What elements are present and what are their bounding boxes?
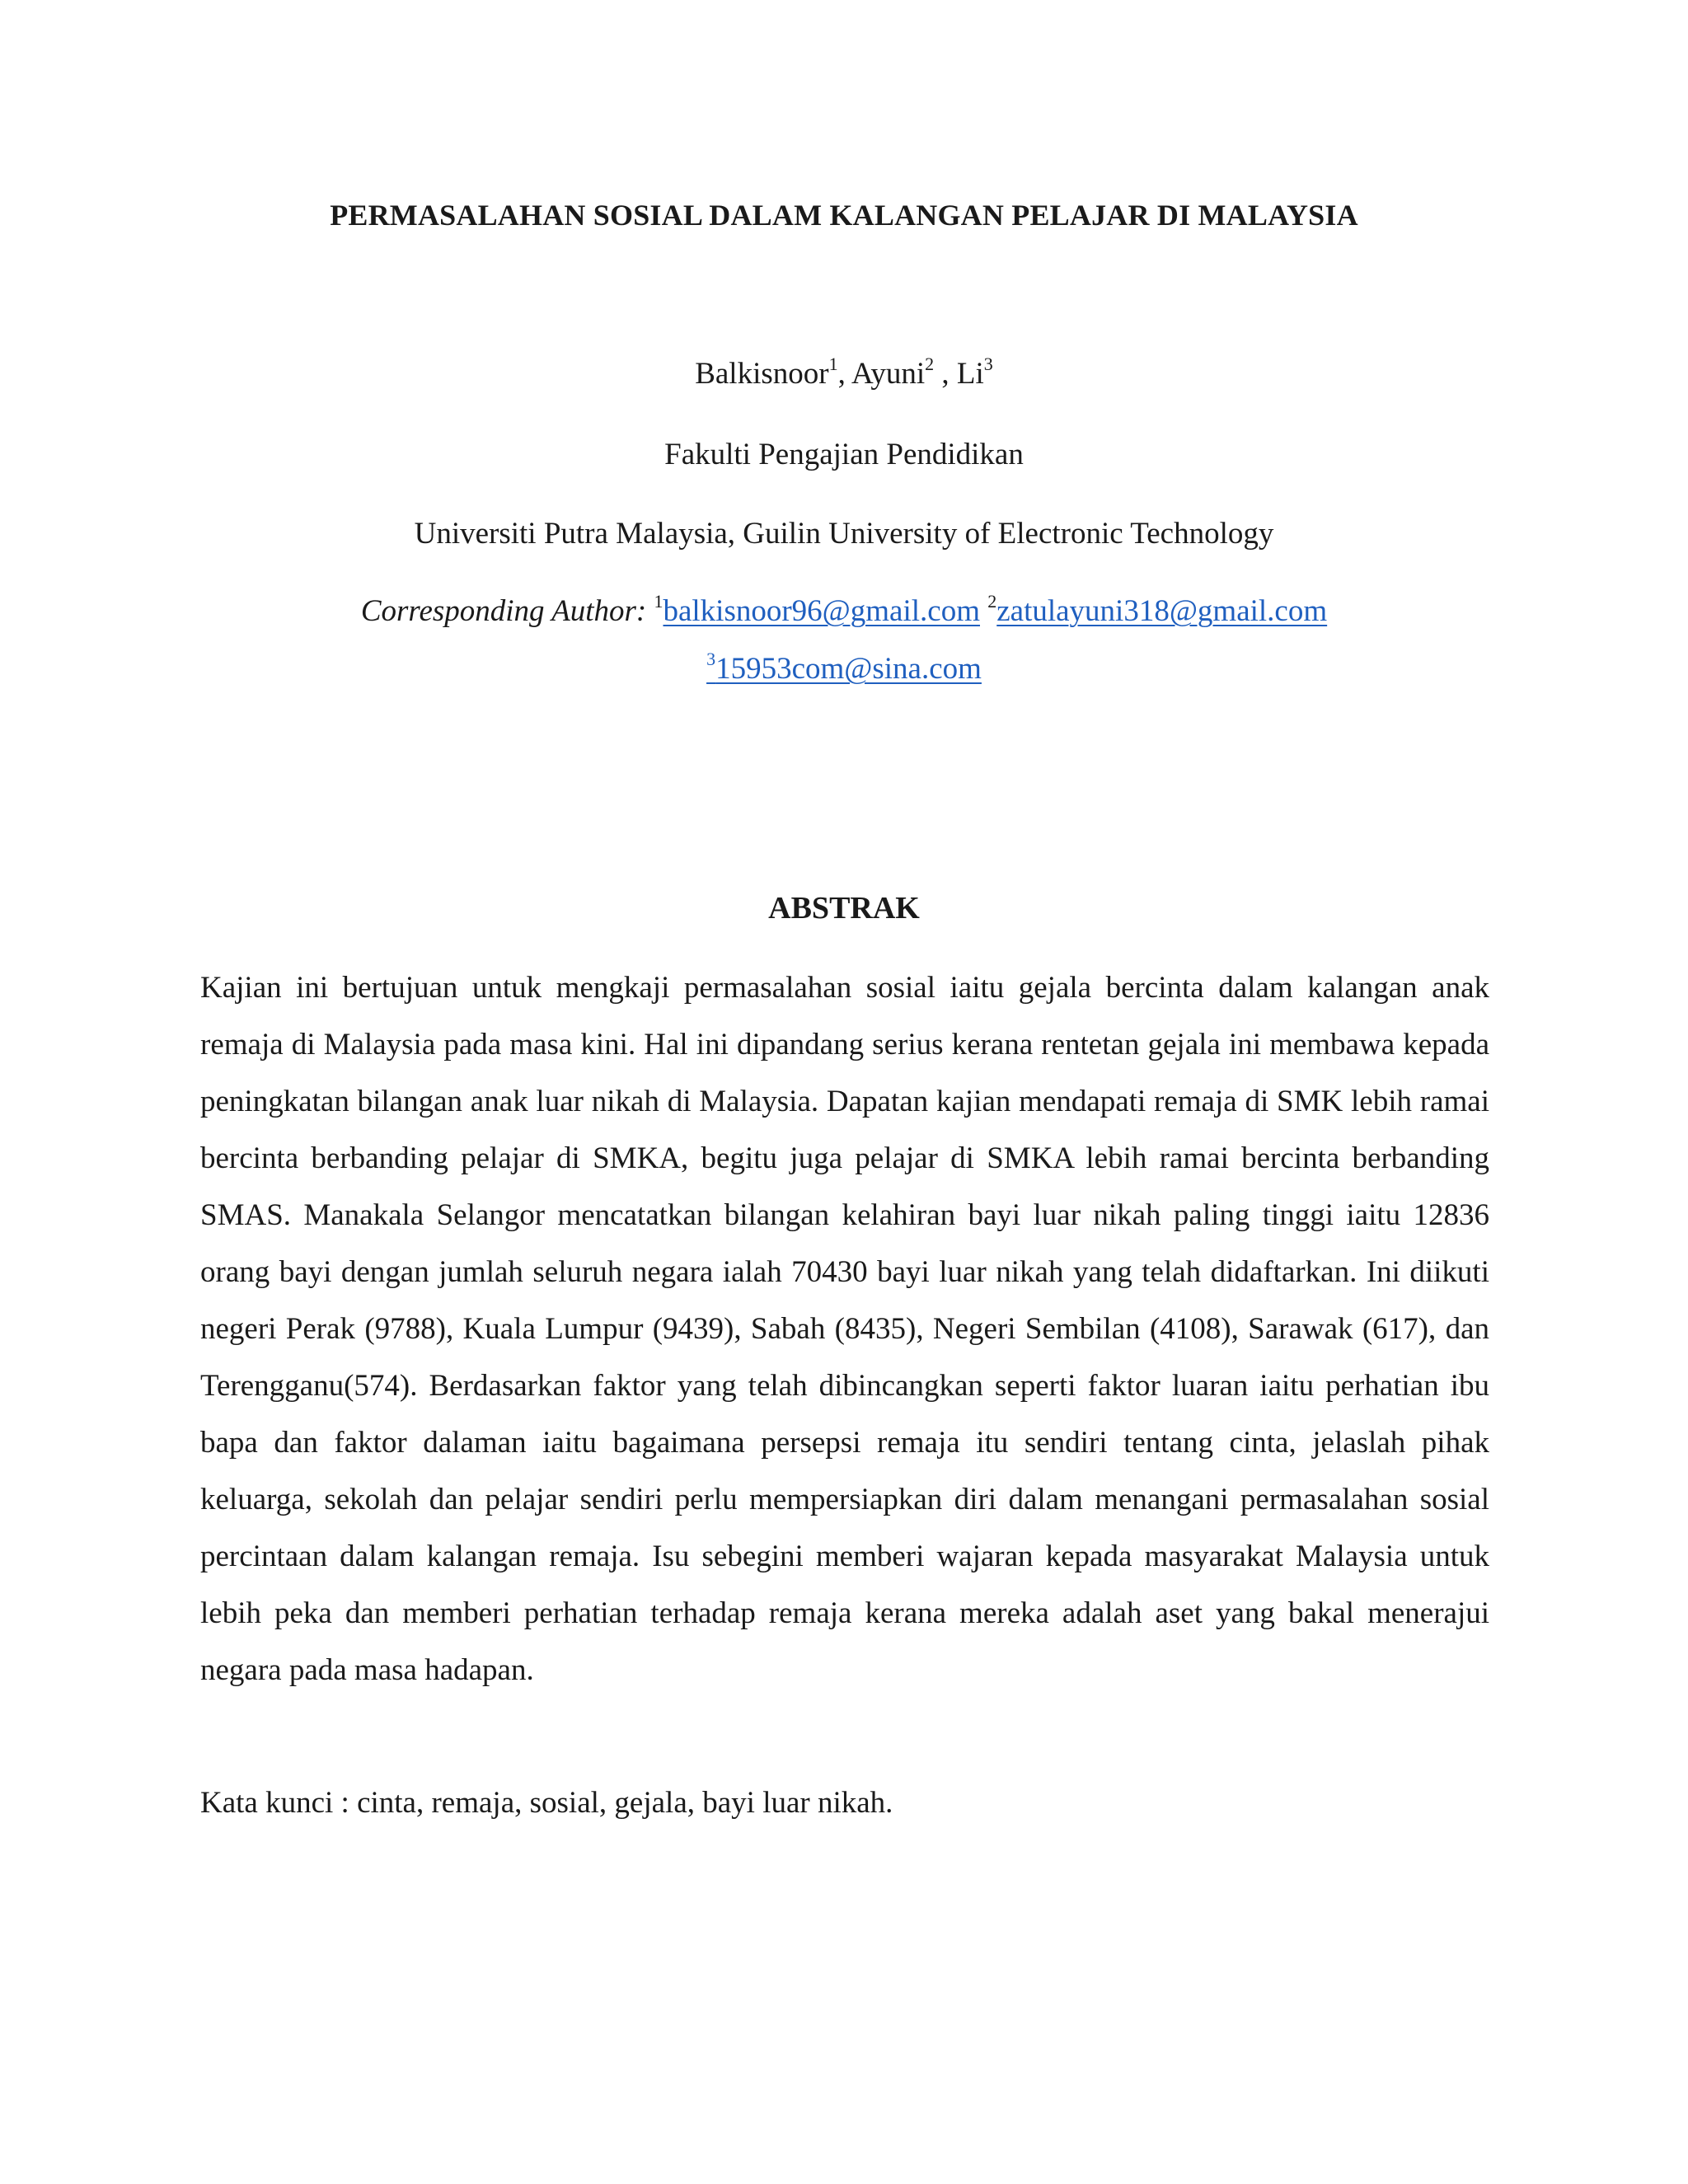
author-affiliation-mark: 2 (925, 354, 935, 374)
author-name: Ayuni (851, 357, 926, 391)
author-affiliation-mark: 3 (983, 354, 993, 374)
email-mark: 2 (987, 591, 997, 612)
author-list (0, 356, 1688, 391)
author-name: Li (956, 357, 984, 391)
paper-title: PERMASALAHAN SOSIAL DALAM KALANGAN PELAJAR DI MALAYSIA (330, 199, 1358, 232)
email-link-3[interactable] (706, 649, 982, 686)
author-name: Balkisnoor (695, 357, 829, 391)
email-mark: 1 (654, 591, 663, 612)
corresponding-author-line (0, 593, 1688, 629)
email-address: 15953com@sina.com (715, 652, 982, 686)
faculty-line: Fakulti Pengajian Pendidikan (664, 438, 1024, 471)
university-line: Universiti Putra Malaysia, Guilin University of Electronic Technology (414, 517, 1274, 551)
author-separator: , (934, 357, 957, 391)
email-link-1[interactable]: balkisnoor96@gmail.com (663, 594, 980, 628)
email-link-2[interactable]: zatulayuni318@gmail.com (996, 594, 1328, 628)
author-affiliation-mark: 1 (828, 354, 838, 374)
keywords-line: Kata kunci : cinta, remaja, sosial, gejala, bayi luar nikah. (200, 1786, 893, 1820)
author-separator: , (837, 357, 852, 391)
corresponding-author-line-2 (0, 651, 1688, 687)
abstract-heading: ABSTRAK (768, 891, 920, 926)
corresponding-author-label: Corresponding Author: (360, 594, 647, 628)
abstract-body: Kajian ini bertujuan untuk mengkaji permasalahan sosial iaitu gejala bercinta dalam kalangan anak remaja di Malaysia pada masa kini. Hal ini dipandang serius kerana rentetan gejala ini membawa kepada peningkatan bilangan anak luar nikah di Malaysia. Dapatan kajian mendapati remaja di SMK lebih ramai bercinta berbanding pelajar di SMKA, begitu juga pelajar di SMKA lebih ramai bercinta berbanding SMAS. Manakala Selangor mencatatkan bilangan kelahiran bayi luar nikah paling tinggi iaitu 12836 orang bayi dengan jumlah seluruh negara ialah 70430 bayi luar nikah yang telah didaftarkan. Ini diikuti negeri Perak (9788), Kuala Lumpur (9439), Sabah (8435), Negeri Sembilan (4108), Sarawak (617), dan Terengganu(574). Berdasarkan faktor yang telah dibincangkan seperti faktor luaran iaitu perhatian ibu bapa dan faktor dalaman iaitu bagaimana persepsi remaja itu sendiri tentang cinta, jelaslah pihak keluarga, sekolah dan pelajar sendiri perlu mempersiapkan diri dalam menangani permasalahan sosial percintaan dalam kalangan remaja. Isu sebegini memberi wajaran kepada masyarakat Malaysia untuk lebih peka dan memberi perhatian terhadap remaja kerana mereka adalah aset yang bakal menerajui negara pada masa hadapan. (200, 971, 1489, 1687)
email-mark: 3 (706, 649, 716, 669)
